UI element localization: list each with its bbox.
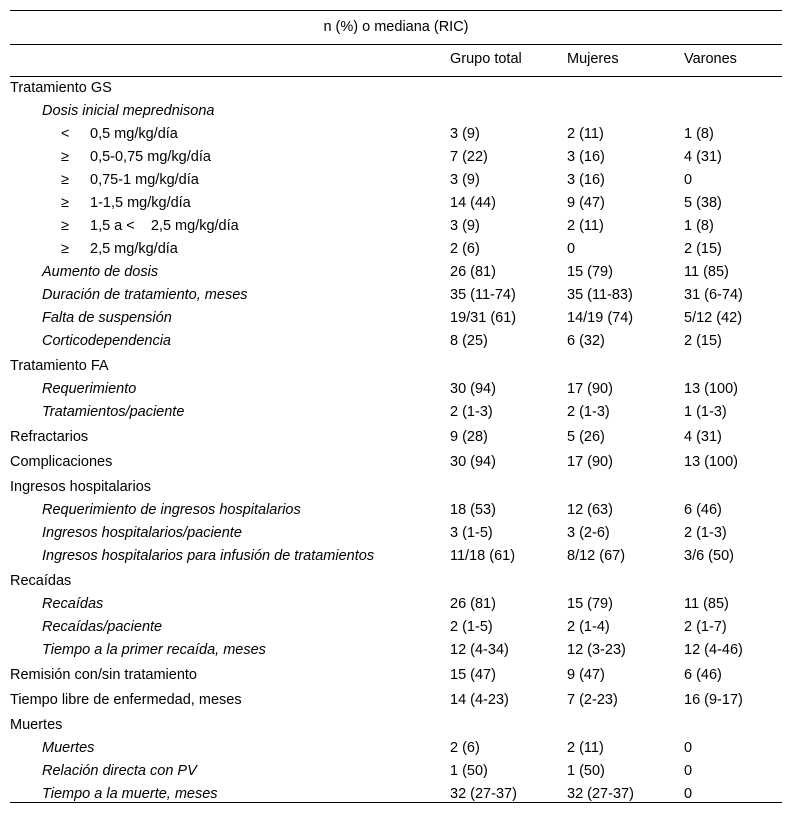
value-cell: 7 (2-23): [567, 692, 618, 708]
bottom-rule: [10, 802, 782, 803]
value-cell: 32 (27-37): [567, 786, 634, 802]
column-header-total: Grupo total: [450, 51, 522, 67]
value-cell: 2 (1-3): [567, 404, 610, 420]
value-cell: 3/6 (50): [684, 548, 734, 564]
value-cell: 17 (90): [567, 381, 613, 397]
value-cell: 8 (25): [450, 333, 488, 349]
value-cell: 2 (6): [450, 740, 480, 756]
value-cell: 17 (90): [567, 454, 613, 470]
value-cell: 6 (46): [684, 667, 722, 683]
column-header-men: Varones: [684, 51, 737, 67]
section-row: [10, 451, 782, 474]
value-cell: 15 (79): [567, 596, 613, 612]
section-row: [10, 355, 782, 378]
table-row: [10, 760, 782, 783]
value-cell: 5 (26): [567, 429, 605, 445]
row-label: 1-1,5 mg/kg/día: [90, 195, 191, 211]
value-cell: 13 (100): [684, 454, 739, 470]
comparison-symbol: ≥: [61, 149, 69, 165]
section-row: [10, 689, 782, 712]
value-cell: 3 (9): [450, 126, 480, 142]
value-cell: 2 (15): [684, 333, 722, 349]
section-row: [10, 664, 782, 687]
value-cell: 2 (11): [567, 126, 604, 142]
section-label: Remisión con/sin tratamiento: [10, 667, 197, 683]
comparison-symbol: ≥: [61, 218, 69, 234]
table-row: [10, 593, 782, 616]
value-cell: 2 (1-5): [450, 619, 493, 635]
value-cell: 12 (4-34): [450, 642, 509, 658]
value-cell: 12 (63): [567, 502, 613, 518]
value-cell: 32 (27-37): [450, 786, 517, 802]
value-cell: 30 (94): [450, 454, 496, 470]
section-label: Tratamiento GS: [10, 80, 112, 96]
value-cell: 1 (8): [684, 126, 714, 142]
table-row: [10, 378, 782, 401]
value-cell: 19/31 (61): [450, 310, 517, 326]
value-cell: 26 (81): [450, 264, 496, 280]
value-cell: 2 (1-3): [450, 404, 493, 420]
row-label: 0,75-1 mg/kg/día: [90, 172, 199, 188]
table-row: [10, 169, 782, 192]
value-cell: 0: [684, 740, 693, 756]
value-cell: 35 (11-74): [450, 287, 516, 303]
value-cell: 3 (9): [450, 218, 480, 234]
table-row: [10, 330, 782, 353]
value-cell: 2 (15): [684, 241, 722, 257]
table-row: [10, 401, 782, 424]
table-row: [10, 146, 782, 169]
value-cell: 11/18 (61): [450, 548, 516, 564]
value-cell: 12 (3-23): [567, 642, 626, 658]
value-cell: 14 (44): [450, 195, 496, 211]
value-cell: 8/12 (67): [567, 548, 626, 564]
table-row: [10, 238, 782, 261]
row-label: Duración de tratamiento, meses: [42, 287, 248, 303]
value-cell: 3 (2-6): [567, 525, 610, 541]
row-label: Recaídas/paciente: [42, 619, 163, 635]
table-row: [10, 261, 782, 284]
value-cell: 1 (50): [450, 763, 488, 779]
value-cell: 0: [684, 763, 693, 779]
value-cell: 12 (4-46): [684, 642, 743, 658]
table-row: [10, 639, 782, 662]
section-label: Ingresos hospitalarios: [10, 479, 152, 495]
value-cell: 6 (32): [567, 333, 605, 349]
row-label: Ingresos hospitalarios/paciente: [42, 525, 242, 541]
row-label: Requerimiento de ingresos hospitalarios: [42, 502, 301, 518]
table-row: [10, 616, 782, 639]
section-label: Tiempo libre de enfermedad, meses: [10, 692, 242, 708]
row-label: Tiempo a la primer recaída, meses: [42, 642, 266, 658]
value-cell: 9 (47): [567, 667, 605, 683]
table-row: [10, 737, 782, 760]
row-label: Aumento de dosis: [42, 264, 159, 280]
row-label: Dosis inicial meprednisona: [42, 103, 215, 119]
table-row: [10, 545, 782, 568]
value-cell: 9 (28): [450, 429, 488, 445]
value-cell: 9 (47): [567, 195, 605, 211]
section-label: Recaídas: [10, 573, 72, 589]
value-cell: 13 (100): [684, 381, 739, 397]
table-row: [10, 192, 782, 215]
row-label: Tiempo a la muerte, meses: [42, 786, 218, 802]
row-label: 0,5-0,75 mg/kg/día: [90, 149, 211, 165]
table-row: [10, 499, 782, 522]
value-cell: 3 (9): [450, 172, 480, 188]
value-cell: 26 (81): [450, 596, 496, 612]
row-label: 0,5 mg/kg/día: [90, 126, 178, 142]
section-row: [10, 476, 782, 499]
comparison-symbol: ≥: [61, 172, 69, 188]
table-row: [10, 123, 782, 146]
comparison-symbol: ≥: [61, 241, 69, 257]
row-label: 2,5 mg/kg/día: [90, 241, 178, 257]
comparison-symbol: <: [61, 126, 70, 142]
comparison-symbol: ≥: [61, 195, 69, 211]
value-cell: 6 (46): [684, 502, 722, 518]
section-row: [10, 714, 782, 737]
header-row: [10, 45, 782, 76]
section-label: Complicaciones: [10, 454, 113, 470]
value-cell: 0: [684, 786, 693, 802]
value-cell: 0: [567, 241, 576, 257]
value-cell: 4 (31): [684, 149, 722, 165]
section-row: [10, 426, 782, 449]
value-cell: 11 (85): [684, 596, 729, 612]
column-header-women: Mujeres: [567, 51, 619, 67]
table-row: [10, 100, 782, 123]
value-cell: 11 (85): [684, 264, 729, 280]
section-label: Tratamiento FA: [10, 358, 109, 374]
value-cell: 3 (16): [567, 172, 605, 188]
table-row: [10, 522, 782, 545]
value-cell: 16 (9-17): [684, 692, 743, 708]
row-label: Falta de suspensión: [42, 310, 172, 326]
row-label: Ingresos hospitalarios para infusión de tratamientos: [42, 548, 375, 564]
value-cell: 15 (79): [567, 264, 613, 280]
value-cell: 0: [684, 172, 693, 188]
value-cell: 5/12 (42): [684, 310, 743, 326]
value-cell: 1 (1-3): [684, 404, 727, 420]
value-cell: 15 (47): [450, 667, 496, 683]
value-cell: 2 (6): [450, 241, 480, 257]
row-label: Muertes: [42, 740, 95, 756]
value-cell: 31 (6-74): [684, 287, 743, 303]
table-caption: n (%) o mediana (RIC): [323, 19, 469, 35]
table-row: [10, 284, 782, 307]
value-cell: 1 (8): [684, 218, 714, 234]
row-label: 1,5 a < 2,5 mg/kg/día: [90, 218, 239, 234]
row-label: Relación directa con PV: [42, 763, 197, 779]
value-cell: 2 (1-3): [684, 525, 727, 541]
value-cell: 14/19 (74): [567, 310, 634, 326]
value-cell: 1 (50): [567, 763, 605, 779]
row-label: Tratamientos/paciente: [42, 404, 185, 420]
table-row: [10, 307, 782, 330]
section-label: Muertes: [10, 717, 63, 733]
value-cell: 2 (1-7): [684, 619, 727, 635]
value-cell: 35 (11-83): [567, 287, 633, 303]
value-cell: 14 (4-23): [450, 692, 509, 708]
value-cell: 30 (94): [450, 381, 496, 397]
value-cell: 2 (11): [567, 740, 604, 756]
value-cell: 18 (53): [450, 502, 496, 518]
section-row: [10, 570, 782, 593]
row-label: Recaídas: [42, 596, 104, 612]
table-row: [10, 215, 782, 238]
section-row: [10, 77, 782, 100]
value-cell: 7 (22): [450, 149, 488, 165]
value-cell: 3 (16): [567, 149, 605, 165]
value-cell: 2 (1-4): [567, 619, 610, 635]
value-cell: 3 (1-5): [450, 525, 493, 541]
row-label: Requerimiento: [42, 381, 137, 397]
row-label: Corticodependencia: [42, 333, 171, 349]
value-cell: 4 (31): [684, 429, 722, 445]
section-label: Refractarios: [10, 429, 89, 445]
value-cell: 5 (38): [684, 195, 722, 211]
value-cell: 2 (11): [567, 218, 604, 234]
